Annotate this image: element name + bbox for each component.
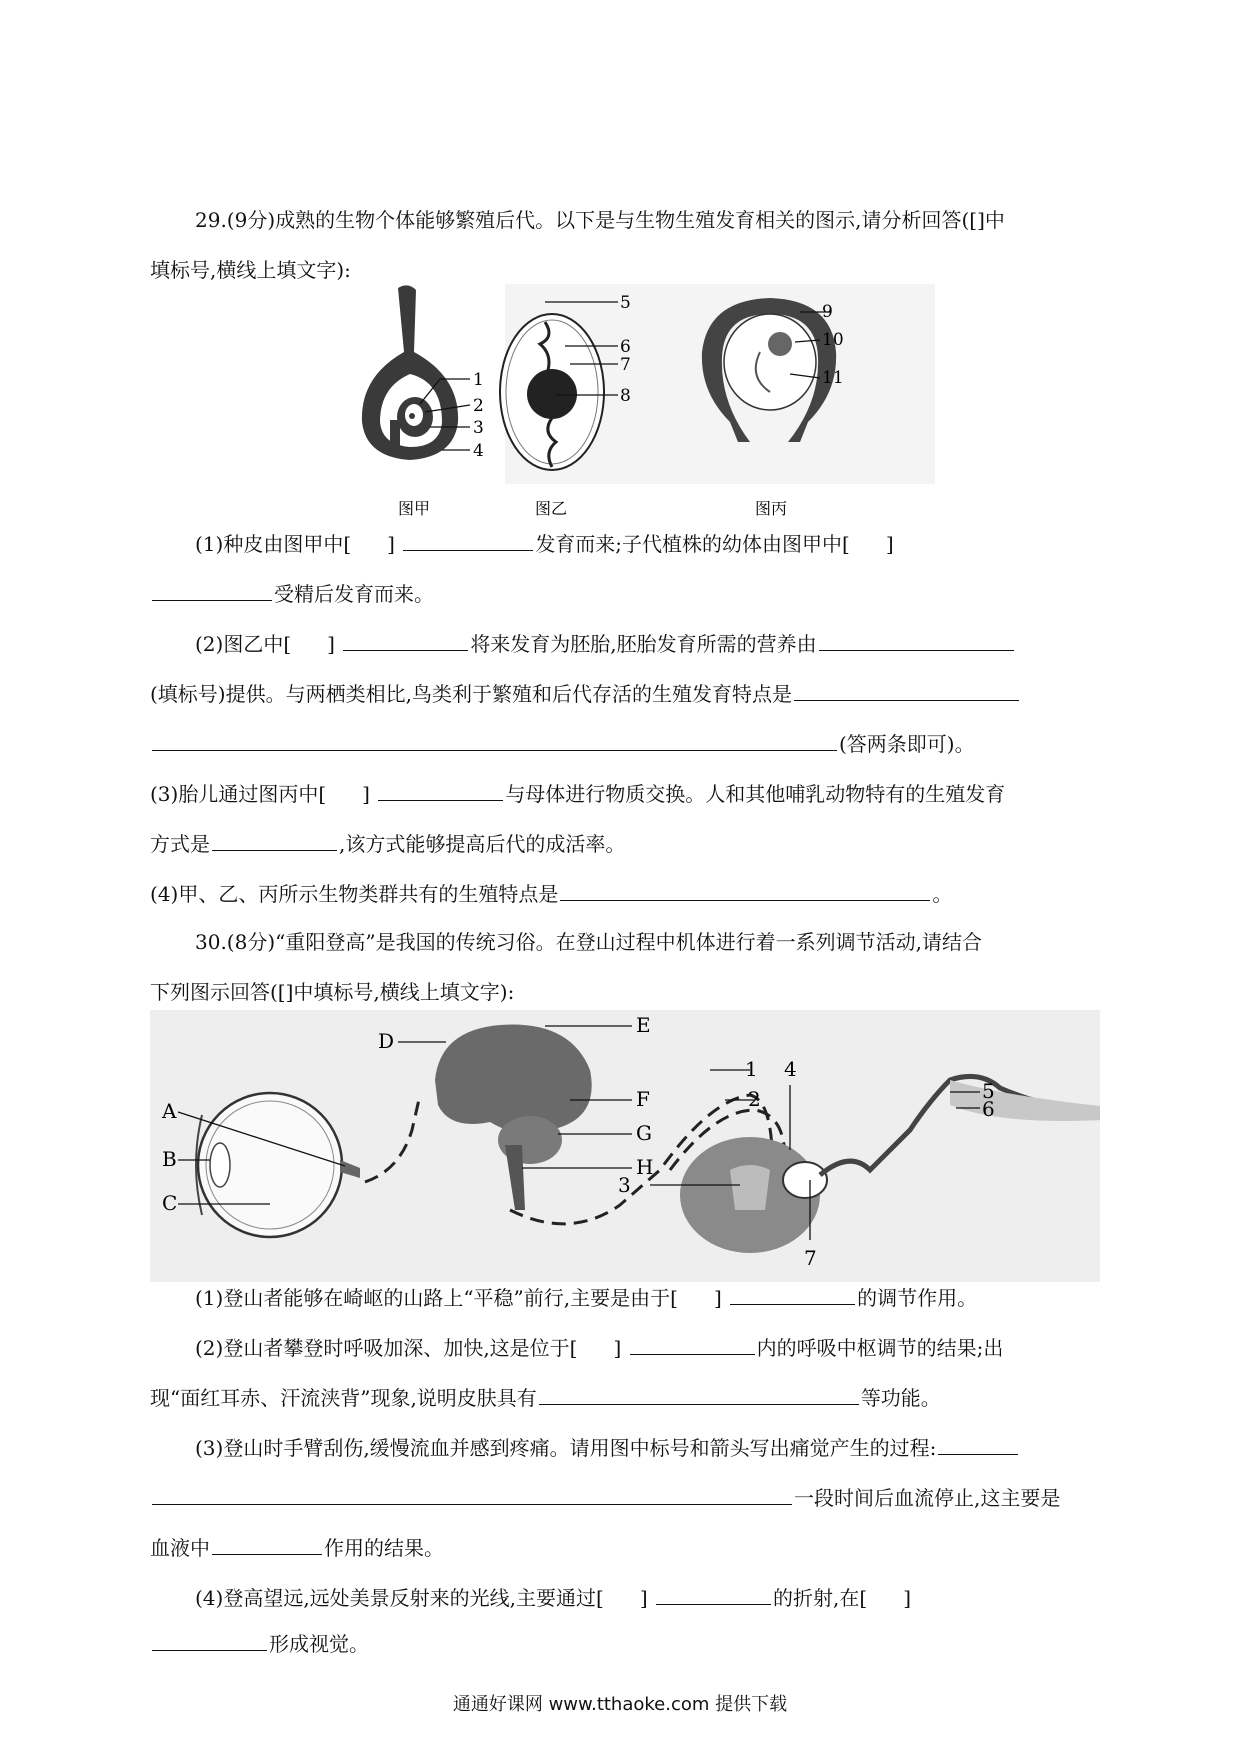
label-G: G [636,1121,652,1145]
q29-s2-text-a: (2)图乙中[ [195,632,292,656]
q30-s2-text-e: 等功能。 [860,1386,941,1410]
q30-s1-blank-1[interactable] [730,1282,855,1305]
q30-s1-text-a: (1)登山者能够在崎岖的山路上“平稳”前行,主要是由于[ [195,1286,678,1310]
q30-sub3-cont2 [150,1532,1090,1562]
q29-s2-text-c: 将来发育为胚胎,胚胎发育所需的营养由 [470,632,817,656]
q29-s1-text-e: 受精后发育而来。 [274,582,434,606]
q30-sub1 [195,1282,1135,1312]
label-yi-8: 8 [620,386,631,406]
label-jia-2: 2 [473,396,484,416]
label-1: 1 [745,1057,758,1081]
label-jia-3: 3 [473,418,484,438]
label-yi-6: 6 [620,337,631,357]
q30-s4-text-e: 形成视觉。 [269,1632,369,1656]
caption-jia: 图甲 [398,501,431,518]
q30-sub3-cont [150,1482,1090,1512]
q30-s2-text-b: ] [613,1336,622,1360]
q29-s1-text-a: (1)种皮由图甲中[ [195,532,352,556]
label-jia-1: 1 [473,370,484,390]
q30-s4-text-b: ] [639,1586,648,1610]
label-4: 4 [784,1057,797,1081]
q29-sub2-cont [150,678,1090,708]
label-F: F [636,1087,650,1111]
q29-s2-blank-3[interactable] [794,678,1019,701]
q30-intro-line2: 下列图示回答([]中填标号,横线上填文字): [150,980,515,1004]
q29-s1-text-b: ] [387,532,395,556]
q30-s4-blank-1[interactable] [656,1582,771,1605]
q30-s3-text-c: 血液中 [150,1536,210,1560]
q30-s4-text-a: (4)登高望远,远处美景反射来的光线,主要通过[ [195,1586,604,1610]
q30-sub2 [195,1332,1135,1362]
q30-intro-line1: 30.(8分)“重阳登高”是我国的传统习俗。在登山过程中机体进行着一系列调节活动,请结合 [195,930,982,954]
q30-sub4-cont [150,1628,369,1657]
figure-yi-bird-egg [500,314,604,470]
q30-sub3 [195,1432,1135,1462]
q30-s4-text-d: ] [903,1586,912,1610]
q29-s2-blank-4[interactable] [152,728,837,751]
label-6: 6 [982,1097,995,1121]
label-5: 5 [982,1079,995,1103]
q29-s4-text-b: 。 [932,882,953,906]
q29-sub2 [195,628,1135,658]
q29-s3-text-b: ] [362,782,370,806]
q30-s1-text-b: ] [713,1286,722,1310]
q29-sub3-cont [150,828,1090,858]
q29-s3-blank-1[interactable] [378,778,503,801]
q30-sub2-cont [150,1382,1090,1412]
figure-jia-flower-pistil [362,285,458,460]
q30-s1-text-c: 的调节作用。 [857,1286,978,1310]
label-bing-10: 10 [822,330,844,350]
q30-s3-text-a: (3)登山时手臂刮伤,缓慢流血并感到疼痛。请用图中标号和箭头写出痛觉产生的过程: [195,1436,937,1460]
label-A: A [162,1099,177,1123]
q30-s3-blank-1[interactable] [938,1432,1018,1455]
q29-s3-text-d: 方式是 [150,832,210,856]
q30-figure [150,1010,1100,1282]
q30-s2-blank-2[interactable] [539,1382,859,1405]
q29-s1-text-c: 发育而来;子代植株的幼体由图甲中[ [535,532,850,556]
caption-yi: 图乙 [535,501,568,518]
q30-s4-blank-2[interactable] [152,1628,267,1651]
q29-s2-blank-1[interactable] [343,628,468,651]
q29-s1-blank-2[interactable] [152,578,272,601]
q30-s2-text-d: 现“面红耳赤、汗流浃背”现象,说明皮肤具有 [150,1386,537,1410]
label-E: E [636,1013,651,1037]
label-3: 3 [618,1173,631,1197]
label-bing-9: 9 [822,302,833,322]
q29-sub3 [150,778,1090,808]
label-7: 7 [804,1246,817,1270]
q29-s2-text-b: ] [327,632,335,656]
q29-sub4 [150,878,1090,908]
q29-sub1-cont [150,578,1090,608]
q30-s2-text-c: 内的呼吸中枢调节的结果;出 [756,1336,1004,1360]
q29-s3-text-a: (3)胎儿通过图丙中[ [150,782,327,806]
q29-s3-blank-2[interactable] [212,828,337,851]
label-jia-4: 4 [473,441,484,461]
q29-s1-blank-1[interactable] [403,528,533,551]
q29-intro-line2: 填标号,横线上填文字): [150,258,351,282]
q29-sub2-cont2 [150,728,1090,758]
q30-s3-text-d: 作用的结果。 [324,1536,444,1560]
q30-s4-text-c: 的折射,在[ [773,1586,868,1610]
q29-intro-line1: 29.(9分)成熟的生物个体能够繁殖后代。以下是与生物生殖发育相关的图示,请分析回答([]中 [195,208,1005,232]
label-2: 2 [748,1087,761,1111]
label-yi-7: 7 [620,355,631,375]
q29-s3-text-c: 与母体进行物质交换。人和其他哺乳动物特有的生殖发育 [505,782,1006,806]
q30-s2-text-a: (2)登山者攀登时呼吸加深、加快,这是位于[ [195,1336,578,1360]
q29-sub1 [195,528,1135,558]
q29-s1-text-d: ] [885,532,894,556]
q30-s3-blank-2[interactable] [152,1482,792,1505]
q29-s2-text-d: (填标号)提供。与两栖类相比,鸟类利于繁殖和后代存活的生殖发育特点是 [150,682,792,706]
label-B: B [162,1147,177,1171]
label-bing-11: 11 [822,368,844,388]
caption-bing: 图丙 [755,501,788,518]
q29-s2-text-e: (答两条即可)。 [839,732,975,756]
q30-s3-blank-3[interactable] [212,1532,322,1555]
label-H: H [636,1155,654,1179]
q29-s3-text-e: ,该方式能够提高后代的成活率。 [339,832,626,856]
q30-s2-blank-1[interactable] [630,1332,755,1355]
q29-s4-text-a: (4)甲、乙、丙所示生物类群共有的生殖特点是 [150,882,559,906]
page-footer: 通通好课网 www.tthaoke.com 提供下载 [452,1694,788,1715]
q29-s2-blank-2[interactable] [819,628,1014,651]
q29-s4-blank-1[interactable] [560,878,930,901]
q30-s3-text-b: 一段时间后血流停止,这主要是 [794,1486,1061,1510]
q30-sub4 [195,1582,1135,1612]
label-C: C [162,1191,178,1215]
q29-figure [330,282,950,522]
label-yi-5: 5 [620,293,631,313]
label-D: D [378,1029,395,1053]
